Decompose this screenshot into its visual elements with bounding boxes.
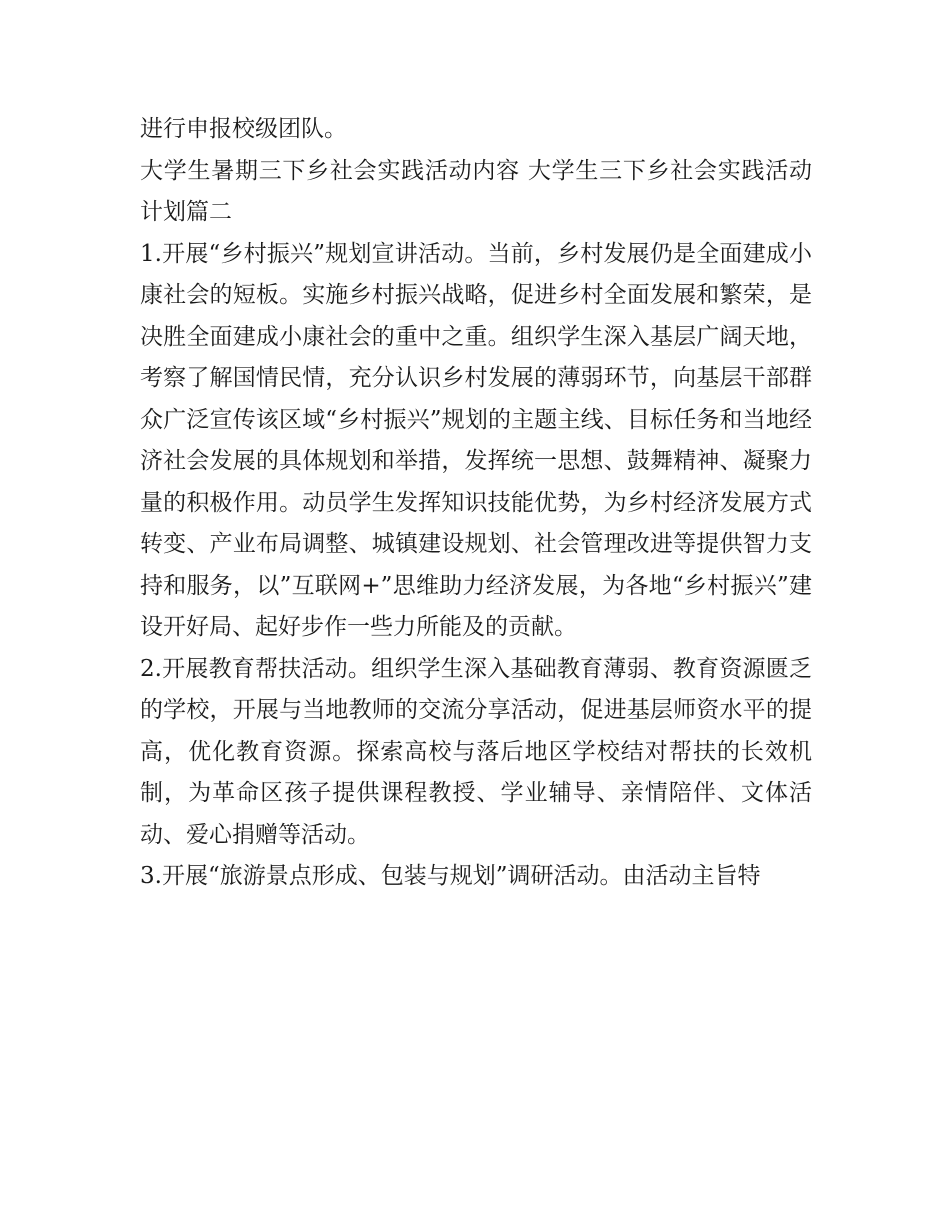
paragraph-4: 2.开展教育帮扶活动。组织学生深入基础教育薄弱、教育资源匮乏的学校，开展与当地教师的交流分享活动，促进基层师资水平的提高，优化教育资源。探索高校与落后地区学校结对帮扶的长效机制，为革命区孩子提供课程教授、学业辅导、亲情陪伴、文体活动、爱心捐赠等活动。 [140,655,812,848]
paragraph-5: 3.开展“旅游景点形成、包装与规划”调研活动。由活动主旨特 [140,863,761,889]
paragraph-3: 1.开展“乡村振兴”规划宣讲活动。当前，乡村发展仍是全面建成小康社会的短板。实施乡村振兴战略，促进乡村全面发展和繁荣，是决胜全面建成小康社会的重中之重。组织学生深入基层广阔天地，考察了解国情民情，充分认识乡村发展的薄弱环节，向基层干部群众广泛宣传该区域“乡村振兴”规划的主题主线、目标任务和当地经济社会发展的具体规划和举措，发挥统一思想、鼓舞精神、凝聚力量的积极作用。动员学生发挥知识技能优势，为乡村经济发展方式转变、产业布局调整、城镇建设规划、社会管理改进等提供智力支持和服务，以”互联网+”思维助力经济发展，为各地“乡村振兴”建设开好局、起好步作一些力所能及的贡献。 [140,240,812,640]
paragraph-2: 大学生暑期三下乡社会实践活动内容 大学生三下乡社会实践活动计划篇二 [140,157,812,225]
paragraph-1: 进行申报校级团队。 [140,116,347,142]
document-body [140,109,812,898]
